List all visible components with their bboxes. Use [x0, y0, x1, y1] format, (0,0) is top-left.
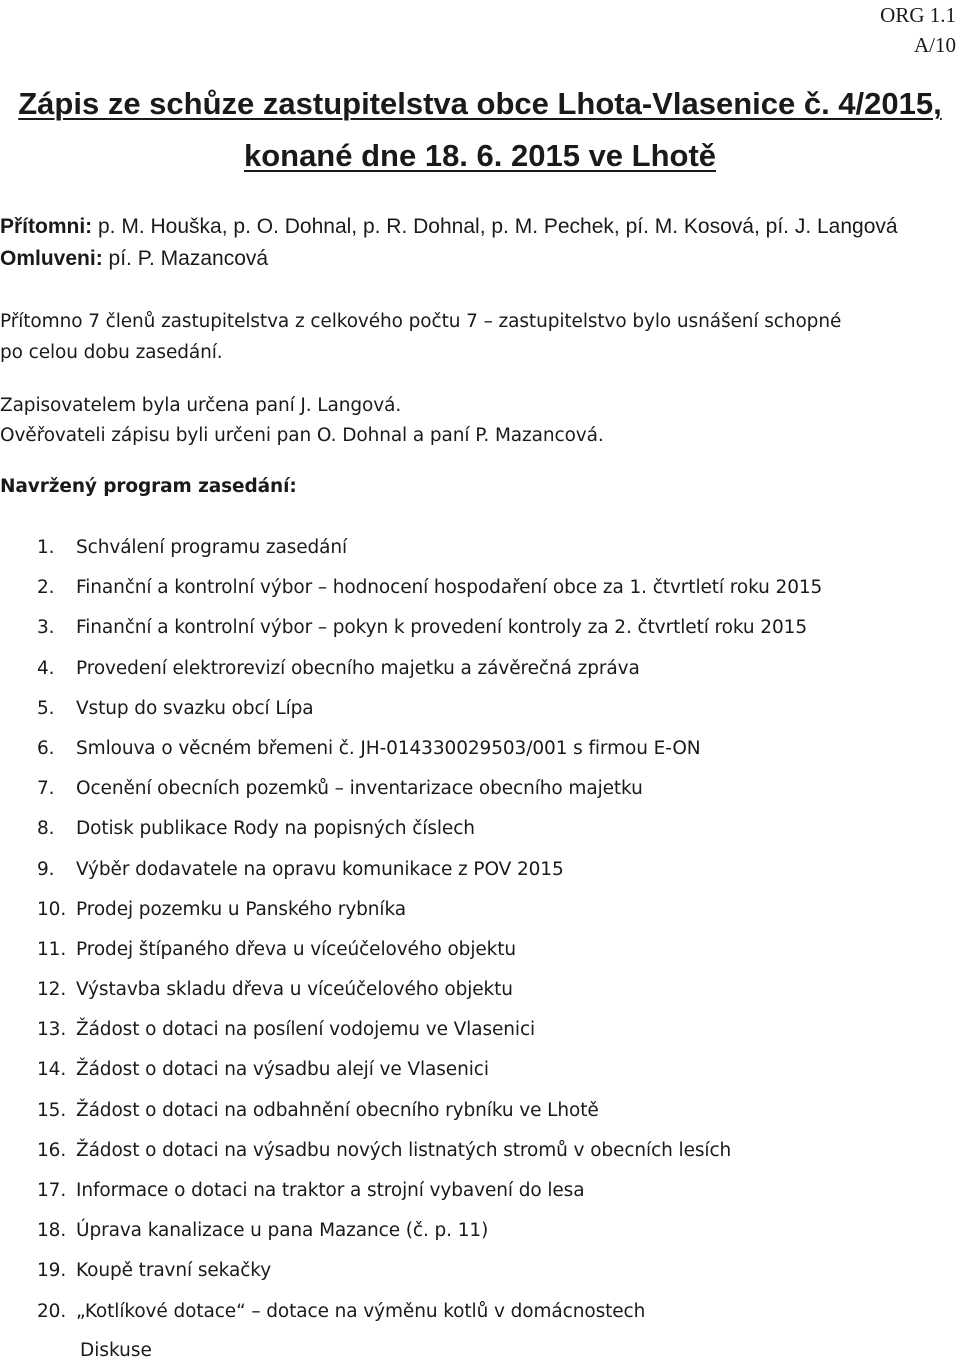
program-item-text: Výběr dodavatele na opravu komunikace z POV 2015 — [76, 858, 564, 880]
program-item-number: 13. — [37, 1019, 67, 1041]
program-item-number: 5. — [37, 697, 55, 719]
program-item-text: Finanční a kontrolní výbor – hodnocení hospodaření obce za 1. čtvrtletí roku 2015 — [76, 577, 823, 599]
program-item-number: 12. — [37, 979, 67, 1001]
program-item-number: 2. — [37, 577, 55, 599]
attendance-excused — [0, 245, 268, 273]
program-item-number: 16. — [37, 1139, 67, 1161]
program-item-text: Žádost o dotaci na odbahnění obecního rybníku ve Lhotě — [76, 1099, 599, 1121]
program-item-number: 20. — [37, 1300, 67, 1322]
verifiers-statement: Ověřovateli zápisu byli určeni pan O. Dohnal a paní P. Mazancová. — [0, 425, 604, 446]
program-item-text: Provedení elektrorevizí obecního majetku a závěrečná zpráva — [76, 657, 640, 679]
discussion-item: Diskuse — [80, 1340, 152, 1361]
program-item-number: 15. — [37, 1099, 67, 1121]
program-item-text: Prodej štípaného dřeva u víceúčelového objektu — [76, 938, 517, 960]
program-item-number: 7. — [37, 778, 55, 800]
program-item-text: „Kotlíkové dotace“ – dotace na výměnu kotlů v domácnostech — [76, 1300, 646, 1322]
program-item-text: Vstup do svazku obcí Lípa — [76, 697, 314, 719]
excused-label: Omluveni: — [0, 247, 103, 270]
program-item-text: Úprava kanalizace u pana Mazance (č. p. 11) — [76, 1220, 489, 1242]
program-item-text: Schválení programu zasedání — [76, 537, 348, 558]
program-item-text: Žádost o dotaci na posílení vodojemu ve Vlasenici — [76, 1019, 536, 1041]
document-title-line-2: konané dne 18. 6. 2015 ve Lhotě — [243, 138, 717, 173]
document-reference — [880, 0, 956, 60]
program-item-text: Smlouva o věcném břemeni č. JH-014330029503/001 s firmou E-ON — [76, 737, 701, 759]
program-item-text: Výstavba skladu dřeva u víceúčelového objektu — [76, 979, 513, 1001]
program-item-number: 18. — [37, 1220, 67, 1242]
program-item-number: 14. — [37, 1059, 67, 1081]
program-item-number: 19. — [37, 1260, 67, 1282]
program-item-number: 9. — [37, 858, 55, 880]
program-item-text: Finanční a kontrolní výbor – pokyn k provedení kontroly za 2. čtvrtletí roku 2015 — [76, 617, 807, 639]
program-item-number: 1. — [37, 537, 55, 558]
reference-code: ORG 1.1 — [880, 3, 956, 27]
program-item-text: Žádost o dotaci na výsadbu alejí ve Vlasenici — [76, 1059, 489, 1081]
attendance-present — [0, 213, 898, 241]
program-item-number: 17. — [37, 1180, 67, 1201]
program-item-text: Informace o dotaci na traktor a strojní vybavení do lesa — [76, 1180, 585, 1201]
present-names: p. M. Houška, p. O. Dohnal, p. R. Dohnal, p. M. Pechek, pí. M. Kosová, pí. J. Langová — [92, 215, 898, 238]
document-title-line-1: Zápis ze schůze zastupitelstva obce Lhota-Vlasenice č. 4/2015, — [18, 86, 942, 121]
program-item-text: Koupě travní sekačky — [76, 1260, 272, 1282]
reference-page: A/10 — [914, 33, 956, 57]
program-item-text: Žádost o dotaci na výsadbu nových listnatých stromů v obecních lesích — [76, 1139, 732, 1161]
program-item-number: 6. — [37, 737, 55, 759]
program-item-text: Dotisk publikace Rody na popisných číslech — [76, 818, 475, 840]
program-item-number: 11. — [37, 938, 67, 960]
program-item-text: Ocenění obecních pozemků – inventarizace obecního majetku — [76, 778, 643, 800]
quorum-line-1: Přítomno 7 členů zastupitelstva z celkového počtu 7 – zastupitelstvo bylo usnášení schopné — [0, 311, 842, 332]
recorder-statement: Zapisovatelem byla určena paní J. Langová. — [0, 395, 402, 416]
program-item-number: 4. — [37, 657, 55, 679]
program-item-text: Prodej pozemku u Panského rybníka — [76, 898, 406, 920]
program-heading: Navržený program zasedání: — [0, 476, 297, 497]
program-item-number: 8. — [37, 818, 55, 840]
excused-names: pí. P. Mazancová — [102, 247, 269, 270]
present-label: Přítomni: — [0, 215, 93, 238]
program-item-number: 3. — [37, 617, 55, 639]
quorum-line-2: po celou dobu zasedání. — [0, 342, 223, 363]
program-item-number: 10. — [37, 898, 67, 920]
